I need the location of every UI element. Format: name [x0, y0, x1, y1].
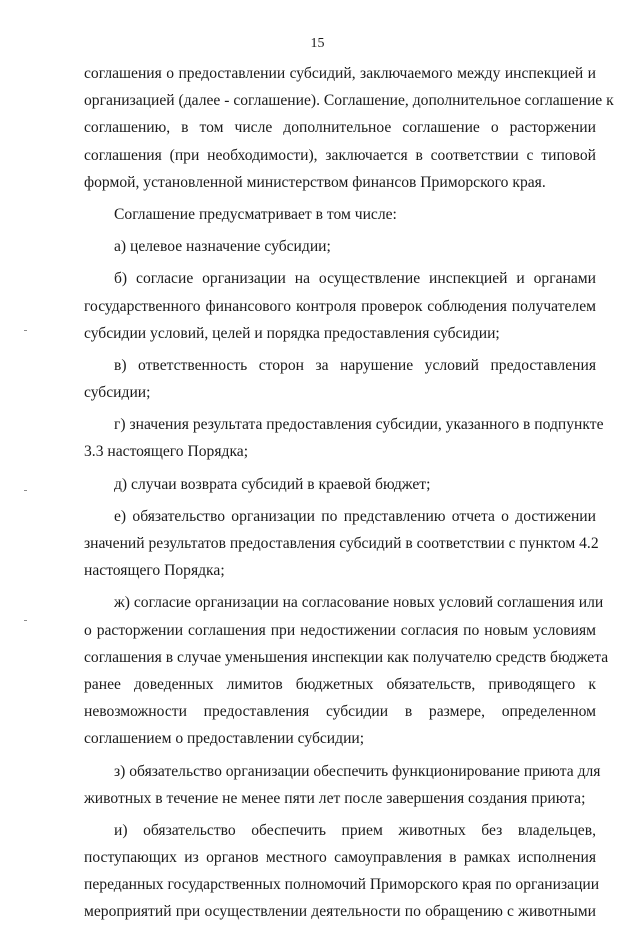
text-line: в) ответственность сторон за нарушение условий предоставления — [114, 356, 596, 374]
paragraph — [84, 265, 596, 347]
paragraph — [84, 503, 599, 585]
text-line: соглашением о предоставлении субсидии; — [84, 730, 365, 748]
text-line: Соглашение предусматривает в том числе: — [114, 205, 397, 223]
text-line: субсидии; — [84, 384, 151, 402]
paragraph — [84, 411, 604, 465]
margin-mark — [24, 490, 27, 491]
text-line: г) значения результата предоставления субсидии, указанного в подпункте — [114, 416, 604, 434]
text-line: ж) согласие организации на согласование новых условий соглашения или — [114, 594, 604, 612]
text-line: настоящего Порядка; — [84, 562, 225, 580]
text-line: поступающих из органов местного самоуправления в рамках исполнения — [84, 849, 596, 867]
text-line: 3.3 настоящего Порядка; — [84, 443, 249, 461]
text-line: соглашению, в том числе дополнительное соглашение о расторжении — [84, 119, 596, 137]
margin-mark — [24, 620, 27, 621]
text-line: ранее доведенных лимитов бюджетных обязательств, приводящего к — [84, 675, 596, 693]
text-line: невозможности предоставления субсидии в размере, определенном — [84, 703, 596, 721]
paragraph — [84, 817, 600, 926]
paragraph — [84, 758, 601, 812]
text-line: субсидии условий, целей и порядка предоставления субсидии; — [84, 324, 500, 342]
text-line: соглашения (при необходимости), заключается в соответствии с типовой — [84, 146, 596, 164]
text-line: организацией (далее - соглашение). Соглашение, дополнительное соглашение к — [84, 92, 614, 110]
paragraph — [84, 589, 609, 752]
paragraph — [84, 60, 614, 196]
text-line: государственного финансового контроля проверок соблюдения получателем — [84, 297, 596, 315]
paragraph — [84, 471, 596, 498]
paragraph — [84, 352, 596, 406]
text-line: животных в течение не менее пяти лет после завершения создания приюта; — [84, 789, 586, 807]
text-line: и) обязательство обеспечить прием животных без владельцев, — [114, 821, 596, 839]
document-body — [84, 60, 614, 926]
paragraph — [84, 233, 596, 260]
text-line: д) случаи возврата субсидий в краевой бюджет; — [114, 475, 431, 493]
margin-mark — [24, 330, 27, 331]
text-line: б) согласие организации на осуществление инспекцией и органами — [114, 270, 596, 288]
text-line: формой, установленной министерством финансов Приморского края. — [84, 173, 546, 191]
text-line: соглашения в случае уменьшения инспекции как получателю средств бюджета — [84, 648, 609, 666]
text-line: переданных государственных полномочий Приморского края по организации — [84, 876, 600, 894]
text-line: значений результатов предоставления субсидий в соответствии с пунктом 4.2 — [84, 535, 599, 552]
text-line: мероприятий при осуществлении деятельности по обращению с животными — [84, 903, 596, 921]
text-line: соглашения о предоставлении субсидий, заключаемого между инспекцией и — [84, 65, 596, 82]
text-line: е) обязательство организации по представлению отчета о достижении — [114, 507, 596, 525]
text-line: а) целевое назначение субсидии; — [114, 238, 331, 256]
page-number: 15 — [310, 36, 325, 51]
text-line: о расторжении соглашения при недостижении согласия по новым условиям — [84, 621, 596, 639]
text-line: з) обязательство организации обеспечить функционирование приюта для — [114, 762, 601, 780]
paragraph — [84, 201, 596, 228]
